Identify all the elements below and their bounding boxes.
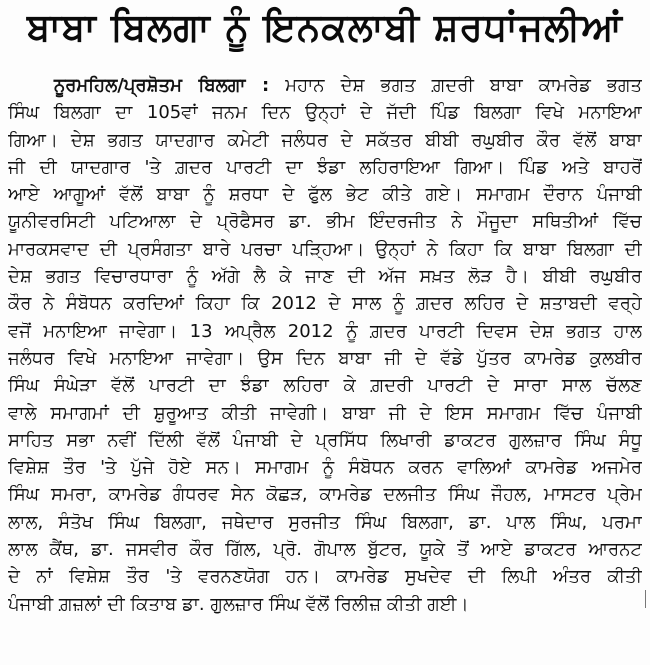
- article-line: ਵਾਲੇ ਸਮਾਗਮਾਂ ਦੀ ਸ਼ੁਰੂਆਤ ਕੀਤੀ ਜਾਵੇਗੀ। ਬਾਬਾ ਜੀ ਦੇ ਇਸ ਸਮਾਗਮ ਵਿੱਚ ਪੰਜਾਬੀ: [8, 402, 642, 424]
- article-line: ਯੂਨੀਵਰਸਿਟੀ ਪਟਿਆਲਾ ਦੇ ਪ੍ਰੋਫੈਸਰ ਡਾ. ਭੀਮ ਇੰਦਰਜੀਤ ਨੇ ਮੌਜੂਦਾ ਸਥਿਤੀਆਂ ਵਿੱਚ: [8, 211, 642, 233]
- article-line: ਦੇਸ਼ ਭਗਤ ਵਿਚਾਰਧਾਰਾ ਨੂੰ ਅੱਗੇ ਲੈ ਕੇ ਜਾਣ ਦੀ ਅੱਜ ਸਖ਼ਤ ਲੋੜ ਹੈ। ਬੀਬੀ ਰਘੁਬੀਰ: [8, 266, 642, 288]
- article-body: [8, 72, 642, 618]
- article-line: ਸਿੰਘ ਸੰਘੇੜਾ ਵੱਲੋਂ ਪਾਰਟੀ ਦਾ ਝੰਡਾ ਲਹਿਰਾ ਕੇ ਗ਼ਦਰੀ ਪਾਰਟੀ ਦੇ ਸਾਰਾ ਸਾਲ ਚੱਲਣ: [8, 375, 642, 397]
- article-line: ਸਾਹਿਤ ਸਭਾ ਨਵੀਂ ਦਿੱਲੀ ਵੱਲੋਂ ਪੰਜਾਬੀ ਦੇ ਪ੍ਰਸਿੱਧ ਲਿਖਾਰੀ ਡਾਕਟਰ ਗੁਲਜ਼ਾਰ ਸਿੰਘ ਸੰਧੂ: [8, 429, 642, 451]
- article-line: ਵਜੋਂ ਮਨਾਇਆ ਜਾਵੇਗਾ। 13 ਅਪ੍ਰੈਲ 2012 ਨੂੰ ਗ਼ਦਰ ਪਾਰਟੀ ਦਿਵਸ ਦੇਸ਼ ਭਗਤ ਹਾਲ: [8, 320, 642, 342]
- article-line: ਵਿਸ਼ੇਸ਼ ਤੌਰ 'ਤੇ ਪੁੱਜੇ ਹੋਏ ਸਨ। ਸਮਾਗਮ ਨੂੰ ਸੰਬੋਧਨ ਕਰਨ ਵਾਲਿਆਂ ਕਾਮਰੇਡ ਅਜਮੇਰ: [8, 457, 642, 479]
- article-line: ਮਾਰਕਸਵਾਦ ਦੀ ਪ੍ਰਸੰਗਤਾ ਬਾਰੇ ਪਰਚਾ ਪੜ੍ਹਿਆ। ਉਨ੍ਹਾਂ ਨੇ ਕਿਹਾ ਕਿ ਬਾਬਾ ਬਿਲਗਾ ਦੀ: [8, 238, 642, 260]
- article-line: ਜਲੰਧਰ ਵਿਖੇ ਮਨਾਇਆ ਜਾਵੇਗਾ। ਉਸ ਦਿਨ ਬਾਬਾ ਜੀ ਦੇ ਵੱਡੇ ਪੁੱਤਰ ਕਾਮਰੇਡ ਕੁਲਬੀਰ: [8, 347, 642, 369]
- article-line: ਲਾਲ, ਸੰਤੋਖ ਸਿੰਘ ਬਿਲਗਾ, ਜਥੇਦਾਰ ਸੁਰਜੀਤ ਸਿੰਘ ਬਿਲਗਾ, ਡਾ. ਪਾਲ ਸਿੰਘ, ਪਰਮਾ: [8, 511, 642, 533]
- headline: ਬਾਬਾ ਬਿਲਗਾ ਨੂੰ ਇਨਕਲਾਬੀ ਸ਼ਰਧਾਂਜਲੀਆਂ: [27, 4, 623, 49]
- article-line-text: ਮਹਾਨ ਦੇਸ਼ ਭਗਤ ਗ਼ਦਰੀ ਬਾਬਾ ਕਾਮਰੇਡ ਭਗਤ: [285, 75, 642, 96]
- article-line: ਜੀ ਦੀ ਯਾਦਗਾਰ 'ਤੇ ਗ਼ਦਰ ਪਾਰਟੀ ਦਾ ਝੰਡਾ ਲਹਿਰਾਇਆ ਗਿਆ। ਪਿੰਡ ਅਤੇ ਬਾਹਰੋਂ: [8, 156, 642, 178]
- article-line: ਪੰਜਾਬੀ ਗ਼ਜ਼ਲਾਂ ਦੀ ਕਿਤਾਬ ਡਾ. ਗੁਲਜ਼ਾਰ ਸਿੰਘ ਵੱਲੋਂ ਰਿਲੀਜ਼ ਕੀਤੀ ਗਈ।: [8, 593, 469, 615]
- article-line: ਲਾਲ ਕੈਂਥ, ਡਾ. ਜਸਵੀਰ ਕੌਰ ਗਿੱਲ, ਪ੍ਰੋ. ਗੋਪਾਲ ਬੁੱਟਰ, ਯੂਕੇ ਤੋਂ ਆਏ ਡਾਕਟਰ ਆਰਨਟ: [8, 539, 642, 561]
- article-line: ਕੌਰ ਨੇ ਸੰਬੋਧਨ ਕਰਦਿਆਂ ਕਿਹਾ ਕਿ 2012 ਦੇ ਸਾਲ ਨੂੰ ਗ਼ਦਰ ਲਹਿਰ ਦੇ ਸ਼ਤਾਬਦੀ ਵਰ੍ਹੇ: [8, 293, 642, 315]
- article-line: ਗਿਆ। ਦੇਸ਼ ਭਗਤ ਯਾਦਗਾਰ ਕਮੇਟੀ ਜਲੰਧਰ ਦੇ ਸਕੱਤਰ ਬੀਬੀ ਰਘੁਬੀਰ ਕੌਰ ਵੱਲੋਂ ਬਾਬਾ: [8, 129, 642, 151]
- article-line: [8, 72, 642, 99]
- article-line: ਆਏ ਆਗੂਆਂ ਵੱਲੋਂ ਬਾਬਾ ਨੂੰ ਸ਼ਰਧਾ ਦੇ ਫੁੱਲ ਭੇਟ ਕੀਤੇ ਗਏ। ਸਮਾਗਮ ਦੌਰਾਨ ਪੰਜਾਬੀ: [8, 184, 642, 206]
- scan-edge-mark: [637, 590, 646, 608]
- article-line: ਦੇ ਨਾਂ ਵਿਸ਼ੇਸ਼ ਤੌਰ 'ਤੇ ਵਰਨਣਯੋਗ ਹਨ। ਕਾਮਰੇਡ ਸੁਖਦੇਵ ਦੀ ਲਿਪੀ ਅੰਤਰ ਕੀਤੀ: [8, 566, 642, 588]
- article-line: ਸਿੰਘ ਸਮਰਾ, ਕਾਮਰੇਡ ਗੰਧਰਵ ਸੇਨ ਕੋਛੜ, ਕਾਮਰੇਡ ਦਲਜੀਤ ਸਿੰਘ ਜੌਹਲ, ਮਾਸਟਰ ਪ੍ਰੇਮ: [8, 484, 642, 506]
- article-line: ਸਿੰਘ ਬਿਲਗਾ ਦਾ 105ਵਾਂ ਜਨਮ ਦਿਨ ਉਨ੍ਹਾਂ ਦੇ ਜੱਦੀ ਪਿੰਡ ਬਿਲਗਾ ਵਿਖੇ ਮਨਾਇਆ: [8, 102, 642, 124]
- dateline: ਨੂਰਮਹਿਲ/ਪ੍ਰਸ਼ੋਤਮ ਬਿਲਗਾ :: [54, 75, 270, 96]
